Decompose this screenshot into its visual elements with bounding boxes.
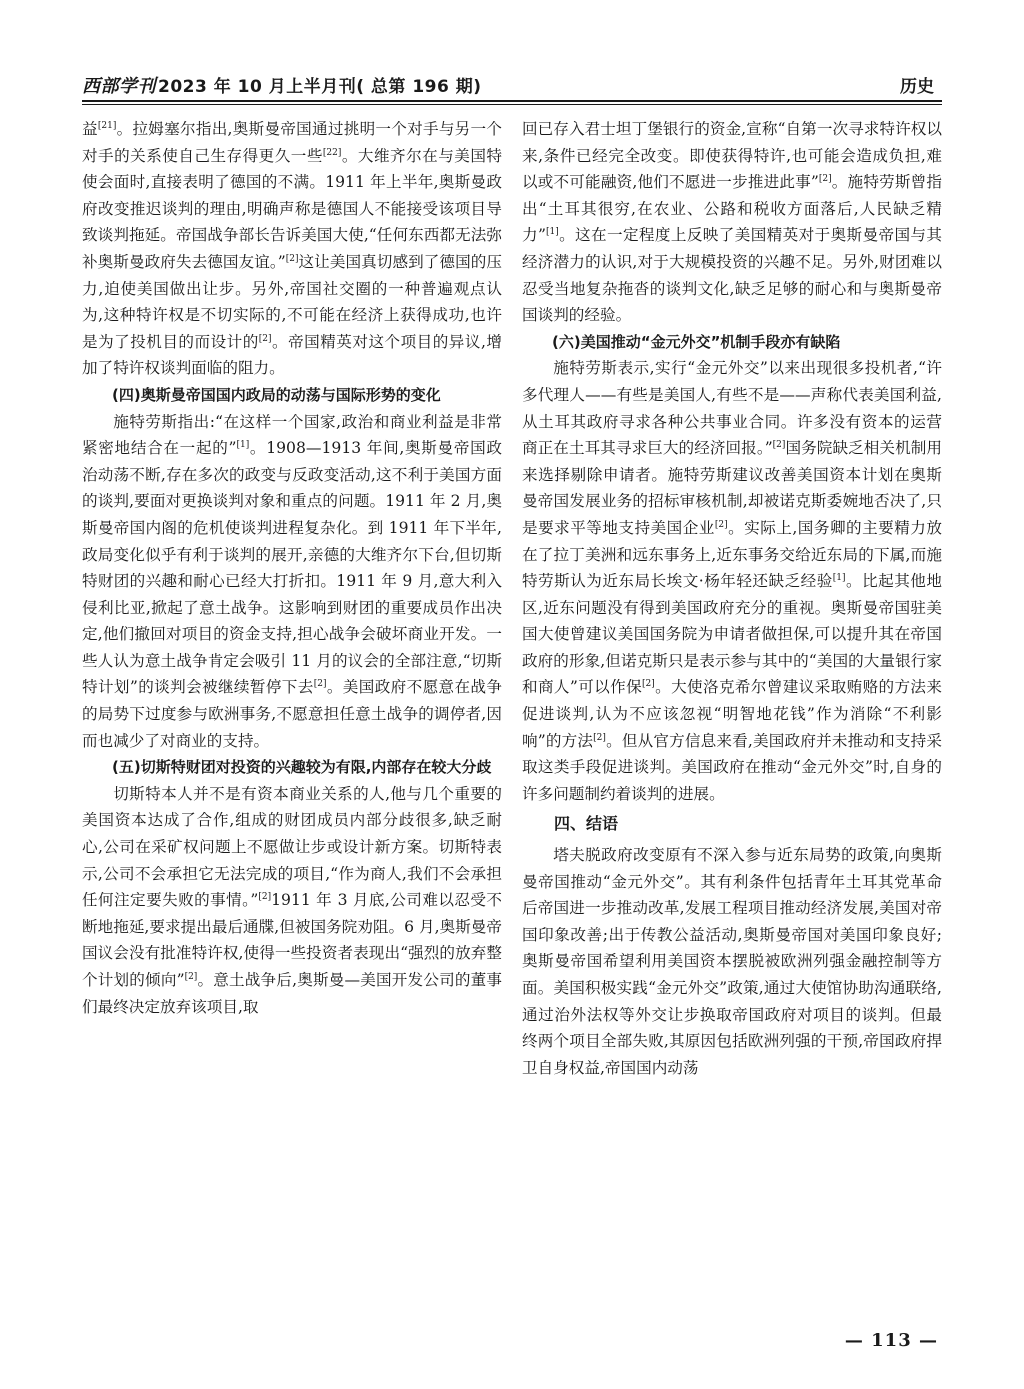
left-column <box>82 116 502 1020</box>
citation-marker: [2] <box>285 253 299 264</box>
paragraph: 施特劳斯表示,实行“金元外交”以来出现很多投机者,“许多代理人——有些是美国人,有些不是——声称代表美国利益,从土耳其政府寻求各种公共事业合同。许多没有资本的运营商正在土耳其寻求巨大的经济回报。”[2]国务院缺乏相关机制用来选择剔除申请者。施特劳斯建议改善美国资本计划在奥斯曼帝国发展业务的招标审核机制,却被诺克斯委婉地否决了,只是要求平等地支持美国企业[2]。实际上,国务卿的主要精力放在了拉丁美洲和远东事务上,近东事务交给近东局的下属,而施特劳斯认为近东局长埃文·杨年轻还缺乏经验[1]。比起其他地区,近东问题没有得到美国政府充分的重视。奥斯曼帝国驻美国大使曾建议美国国务院为申请者做担保,可以提升其在帝国政府的形象,但诺克斯只是表示参与其中的“美国的大量银行家和商人”可以作保[2]。大使洛克希尔曾建议采取贿赂的方法来促进谈判,认为不应该忽视“明智地花钱”作为消除“不利影响”的方法[2]。但从官方信息来看,美国政府并未推动和支持采取这类手段促进谈判。美国政府在推动“金元外交”时,自身的许多问题制约着谈判的进展。 <box>522 359 942 803</box>
citation-marker: [21] <box>97 120 117 131</box>
paragraph: 施特劳斯指出:“在这样一个国家,政治和商业利益是非常紧密地结合在一起的”[1]。1908—1913 年间,奥斯曼帝国政治动荡不断,存在多次的政变与反政变活动,这不利于美国方面的谈判,要面对更换谈判对象和重点的问题。1911 年 2 月,奥斯曼帝国内阁的危机使谈判进程复杂化。到 1911 年下半年,政局变化似乎有利于谈判的展开,亲德的大维齐尔下台,但切斯特财团的兴趣和耐心已经大打折扣。1911 年 9 月,意大利入侵利比亚,掀起了意土战争。这影响到财团的重要成员作出决定,他们撤回对项目的资金支持,担心战争会破坏商业开发。一些人认为意土战争肯定会吸引 11 月的议会的全部注意,“切斯特计划”的谈判会被继续暂停下去[2]。美国政府不愿意在战争的局势下过度参与欧洲事务,不愿意担任意土战争的调停者,因而也减少了对商业的支持。 <box>82 412 502 750</box>
citation-marker: [2] <box>818 174 832 184</box>
journal-logo: 西部学刊 <box>82 76 156 97</box>
citation-marker: [2] <box>313 679 327 690</box>
header-rule-thick <box>82 100 942 102</box>
issue-label: 2023 年 10 月上半月刊( 总第 196 期) <box>158 77 482 97</box>
citation-marker: [2] <box>642 679 655 690</box>
journal-issue-line <box>82 72 482 98</box>
citation-marker: [1] <box>545 227 559 238</box>
header-rule-thin <box>82 104 942 105</box>
citation-marker: [2] <box>593 732 606 743</box>
paragraph: 切斯特本人并不是有资本商业关系的人,他与几个重要的美国资本达成了合作,组成的财团成员内部分歧很多,缺乏耐心,公司在采矿权问题上不愿做让步或设计新方案。切斯特表示,公司不会承担它无法完成的项目,“作为商人,我们不会承担任何注定要失败的事情。”[2]1911 年 3 月底,公司难以忍受不断地拖延,要求提出最后通牒,但被国务院劝阻。6 月,奥斯曼帝国议会没有批准特许权,使得一些投资者表现出“强烈的放弃整个计划的倾向”[2]。意土战争后,奥斯曼—美国开发公司的董事们最终决定放弃该项目,取 <box>82 784 502 1016</box>
citation-marker: [1] <box>236 439 250 450</box>
section-label: 历史 <box>900 77 934 97</box>
section-heading-5: (五)切斯特财团对投资的兴趣较为有限,内部存在较大分歧 <box>112 758 492 777</box>
conclusion-heading: 四、结语 <box>554 814 619 834</box>
citation-marker: [1] <box>832 572 846 583</box>
citation-marker: [2] <box>772 439 786 450</box>
section-heading-4: (四)奥斯曼帝国国内政局的动荡与国际形势的变化 <box>112 385 441 404</box>
paragraph: 益[21]。拉姆塞尔指出,奥斯曼帝国通过挑明一个对手与另一个对手的关系使自己生存得更久一些[22]。大维齐尔在与美国特使会面时,直接表明了德国的不满。1911 年上半年,奥斯曼政府改变推迟谈判的理由,明确声称是德国人不能接受该项目导致谈判拖延。帝国战争部长告诉美国大使,“任何东西都无法弥补奥斯曼政府失去德国友谊。”[2]这让美国真切感到了德国的压力,迫使美国做出让步。另外,帝国社交圈的一种普遍观点认为,这种特许权是不切实际的,不可能在经济上获得成功,也许是为了投机目的而设计的[2]。帝国精英对这个项目的异议,增加了特许权谈判面临的阻力。 <box>82 120 502 378</box>
citation-marker: [2] <box>184 971 198 982</box>
section-heading-6: (六)美国推动“金元外交”机制手段亦有缺陷 <box>552 332 841 351</box>
citation-marker: [2] <box>258 333 272 344</box>
paragraph: 回已存入君士坦丁堡银行的资金,宣称“自第一次寻求特许权以来,条件已经完全改变。即使获得特许,也可能会造成负担,难以或不可能融资,他们不愿进一步推进此事”[2]。施特劳斯曾指出“土耳其很穷,在农业、公路和税收方面落后,人民缺乏精力”[1]。这在一定程度上反映了美国精英对于奥斯曼帝国与其经济潜力的认识,对于大规模投资的兴趣不足。另外,财团难以忍受当地复杂拖沓的谈判文化,缺乏足够的耐心和与奥斯曼帝国谈判的经验。 <box>522 120 942 325</box>
paragraph: 塔夫脱政府改变原有不深入参与近东局势的政策,向奥斯曼帝国推动“金元外交”。其有利条件包括青年土耳其党革命后帝国进一步推动改革,发展工程项目推动经济发展,美国对帝国印象改善;出于传教公益活动,奥斯曼帝国对美国印象良好;奥斯曼帝国希望利用美国资本摆脱被欧洲列强金融控制等方面。美国积极实践“金元外交”政策,通过大使馆协助沟通联络,通过治外法权等外交让步换取帝国政府对项目的谈判。但最终两个项目全部失败,其原因包括欧洲列强的干预,帝国政府捍卫自身权益,帝国国内动荡 <box>522 846 942 1077</box>
page-number: — 113 — <box>844 1330 938 1351</box>
citation-marker: [22] <box>322 147 342 158</box>
running-header <box>82 68 942 102</box>
citation-marker: [2] <box>258 892 272 903</box>
right-column <box>522 116 942 1081</box>
citation-marker: [2] <box>714 519 728 530</box>
